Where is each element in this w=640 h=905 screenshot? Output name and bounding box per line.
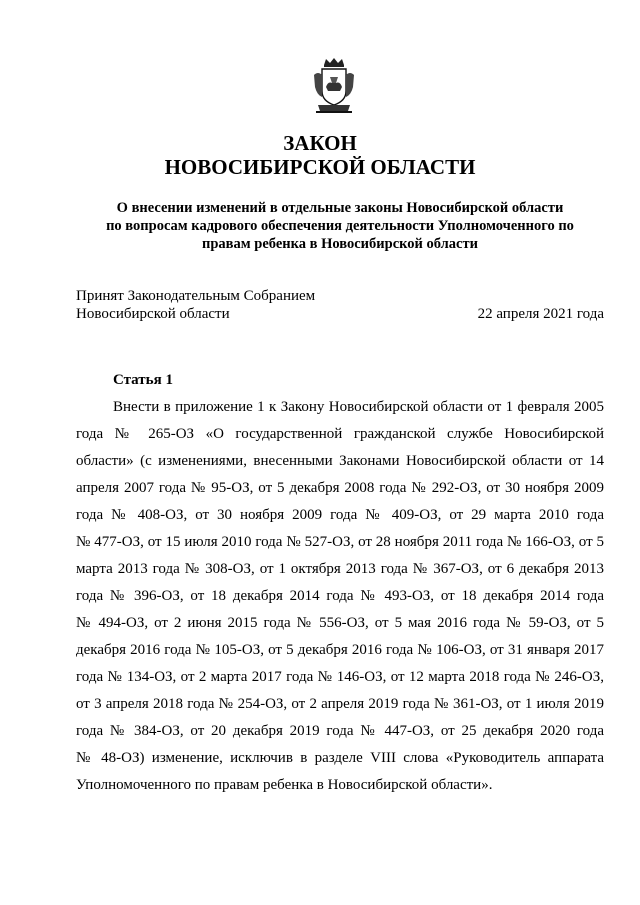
article-text-line: № 494-ОЗ, от 2 июня 2015 года № 556-ОЗ, от 5 мая 2016 года № 59-ОЗ, от 5 [76, 615, 604, 631]
article-text-line: № 477-ОЗ, от 15 июля 2010 года № 527-ОЗ, от 28 ноября 2011 года № 166-ОЗ, от 5 [76, 534, 604, 550]
article-text-line: декабря 2016 года № 105-ОЗ, от 5 декабря 2016 года № 106-ОЗ, от 31 января 2017 [76, 642, 604, 658]
article-text-line: № 48-ОЗ) изменение, исключив в разделе VIII слова «Руководитель аппарата [76, 750, 604, 766]
coat-of-arms-icon [312, 57, 356, 115]
law-subject-line: правам ребенка в Новосибирской области [202, 236, 478, 252]
article-text-line: года № 396-ОЗ, от 18 декабря 2014 года № 493-ОЗ, от 18 декабря 2014 года [76, 588, 604, 604]
article-text-line: Внести в приложение 1 к Закону Новосибирской области от 1 февраля 2005 [113, 399, 604, 415]
adoption-body-line: Новосибирской области [76, 306, 230, 322]
law-title: ЗАКОН [283, 131, 357, 155]
article-text-line: года № 384-ОЗ, от 20 декабря 2019 года № 447-ОЗ, от 25 декабря 2020 года [76, 723, 604, 739]
law-subject-line: по вопросам кадрового обеспечения деятельности Уполномоченного по [106, 218, 574, 234]
adoption-body-line: Принят Законодательным Собранием [76, 288, 316, 304]
article-text-line: года № 265-ОЗ «О государственной гражданской службе Новосибирской [76, 426, 604, 442]
adoption-date: 22 апреля 2021 года [477, 306, 604, 322]
article-text-line: года № 134-ОЗ, от 2 марта 2017 года № 146-ОЗ, от 12 марта 2018 года № 246-ОЗ, [76, 669, 604, 685]
article-text-line: года № 408-ОЗ, от 30 ноября 2009 года № 409-ОЗ, от 29 марта 2010 года [76, 507, 604, 523]
article-text-line: апреля 2007 года № 95-ОЗ, от 5 декабря 2008 года № 292-ОЗ, от 30 ноября 2009 [76, 480, 604, 496]
article-heading: Статья 1 [113, 372, 173, 388]
article-text-line: марта 2013 года № 308-ОЗ, от 1 октября 2013 года № 367-ОЗ, от 6 декабря 2013 [76, 561, 604, 577]
article-text-line: Уполномоченного по правам ребенка в Новосибирской области». [76, 777, 493, 793]
law-subject-line: О внесении изменений в отдельные законы Новосибирской области [116, 200, 564, 216]
law-region-title: НОВОСИБИРСКОЙ ОБЛАСТИ [164, 155, 476, 179]
article-text-line: области» (с изменениями, внесенными Законами Новосибирской области от 14 [76, 453, 604, 469]
article-text-line: от 3 апреля 2018 года № 254-ОЗ, от 2 апреля 2019 года № 361-ОЗ, от 1 июля 2019 [76, 696, 604, 712]
